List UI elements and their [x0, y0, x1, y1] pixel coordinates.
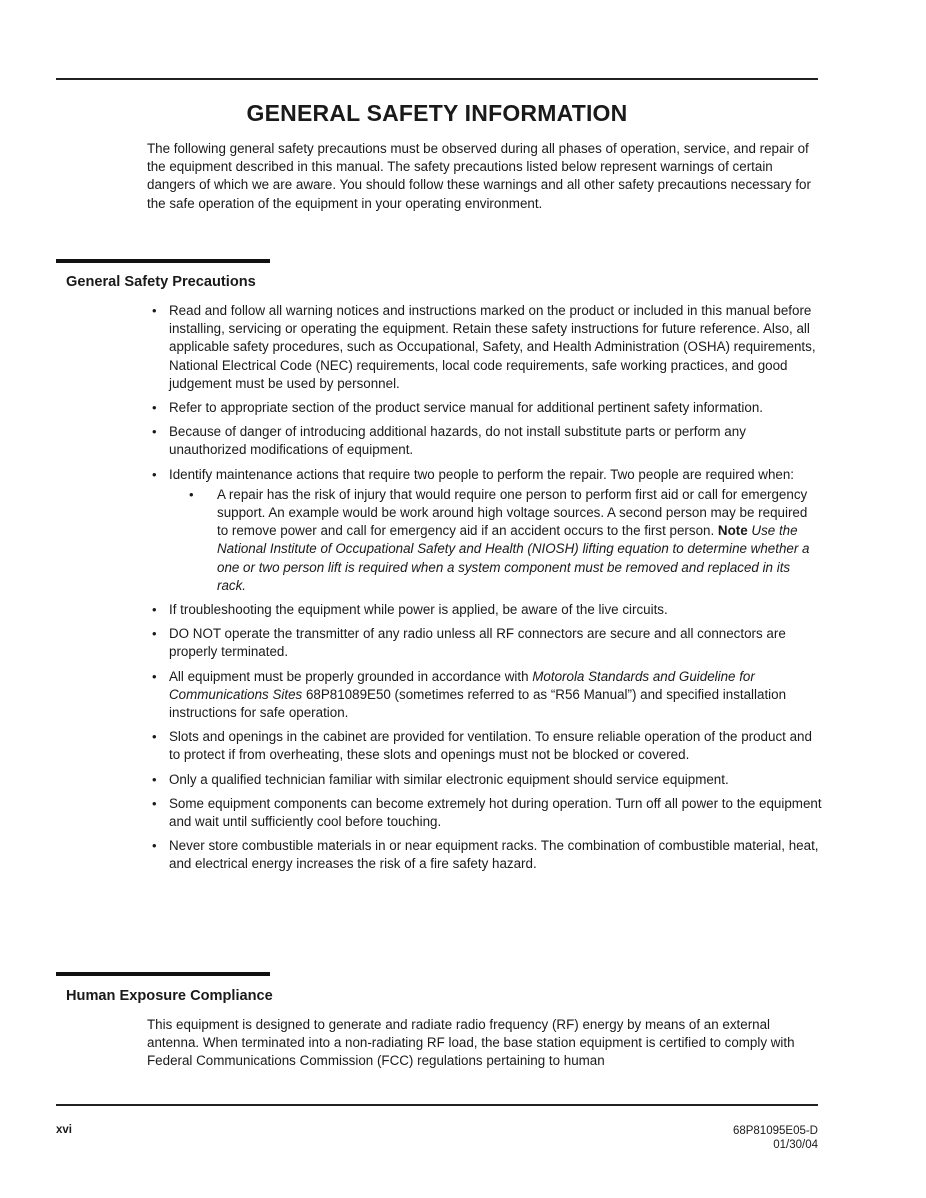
footer-doc-info [733, 1124, 818, 1152]
section-bar-general [56, 259, 270, 263]
sub-item-text: A repair has the risk of injury that would require one person to perform first aid or call for emergency support. An example would be work around high voltage sources. A second person may be required to remove power and call for emergency aid if an accident occurs to the first person. [217, 486, 808, 539]
intro-paragraph: The following general safety precautions must be observed during all phases of operation, service, and repair of the equipment described in this manual. The safety precautions listed below represent warnings of certain dangers of which we are aware. You should follow these warnings and all other safety precautions necessary for the safe operation of the equipment in your operating environment. [147, 141, 811, 211]
standard-title: Motorola Standards and Guideline for Communications Sites [169, 668, 755, 702]
section-bar-human-exposure [56, 972, 270, 976]
precautions-list [152, 302, 822, 880]
sub-list-item [169, 486, 822, 595]
list-item: • Some equipment components can become extremely hot during operation. Turn off all power to the equipment and wait until sufficiently cool before touching. [152, 795, 822, 831]
note-label: Note [717, 523, 748, 539]
section-heading-general-precautions: General Safety Precautions [66, 274, 256, 290]
note-text: Use the National Institute of Occupational Safety and Health (NIOSH) lifting equation to determine whether a one or two person lift is required when a system component must be removed and replaced in its rack. [217, 523, 810, 593]
list-item: • Read and follow all warning notices and instructions marked on the product or included in this manual before installing, servicing or operating the equipment. Retain these safety instructions for future reference. Also, all applicable safety procedures, such as Occupational, Safety, and Health Administration (OSHA) requirements, National Electrical Code (NEC) requirements, local code requirements, safe working practices, and good judgement must be used by personnel. [152, 302, 822, 393]
list-item: • If troubleshooting the equipment while power is applied, be aware of the live circuits. [152, 601, 822, 619]
section-heading-human-exposure: Human Exposure Compliance [66, 988, 273, 1004]
list-item: • Refer to appropriate section of the product service manual for additional pertinent safety information. [152, 399, 822, 417]
list-item: • Never store combustible materials in or near equipment racks. The combination of combustible material, heat, and electrical energy increases the risk of a fire safety hazard. [152, 837, 822, 873]
page-number: xvi [56, 1124, 72, 1136]
list-item-text: Identify maintenance actions that require two people to perform the repair. Two people are required when: [169, 466, 795, 482]
doc-number: 68P81095E05-D [732, 1125, 818, 1137]
grounding-rest: 68P81089E50 (sometimes referred to as “R56 Manual”) and specified installation instructions for safe operation. [169, 686, 787, 721]
bottom-rule [56, 1104, 818, 1106]
list-item: • Because of danger of introducing additional hazards, do not install substitute parts or perform any unauthorized modifications of equipment. [152, 423, 822, 459]
list-item: • Only a qualified technician familiar with similar electronic equipment should service equipment. [152, 771, 822, 789]
human-exposure-paragraph: This equipment is designed to generate and radiate radio frequency (RF) energy by means of an external antenna. When terminated into a non-radiating RF load, the base station equipment is certified to comply with Federal Communications Commission (FCC) regulations pertaining to human [147, 1017, 795, 1069]
doc-date: 01/30/04 [773, 1139, 818, 1151]
grounding-text: All equipment must be properly grounded in accordance with [169, 668, 529, 684]
list-item-two-people [152, 466, 822, 595]
list-item-grounding [152, 668, 822, 723]
sub-list [169, 486, 822, 595]
list-item: • DO NOT operate the transmitter of any radio unless all RF connectors are secure and all connectors are properly terminated. [152, 625, 822, 661]
top-rule [56, 78, 818, 80]
page-title: GENERAL SAFETY INFORMATION [246, 100, 628, 126]
list-item: • Slots and openings in the cabinet are provided for ventilation. To ensure reliable operation of the product and to protect if from overheating, these slots and openings must not be blocked or covered. [152, 728, 822, 764]
